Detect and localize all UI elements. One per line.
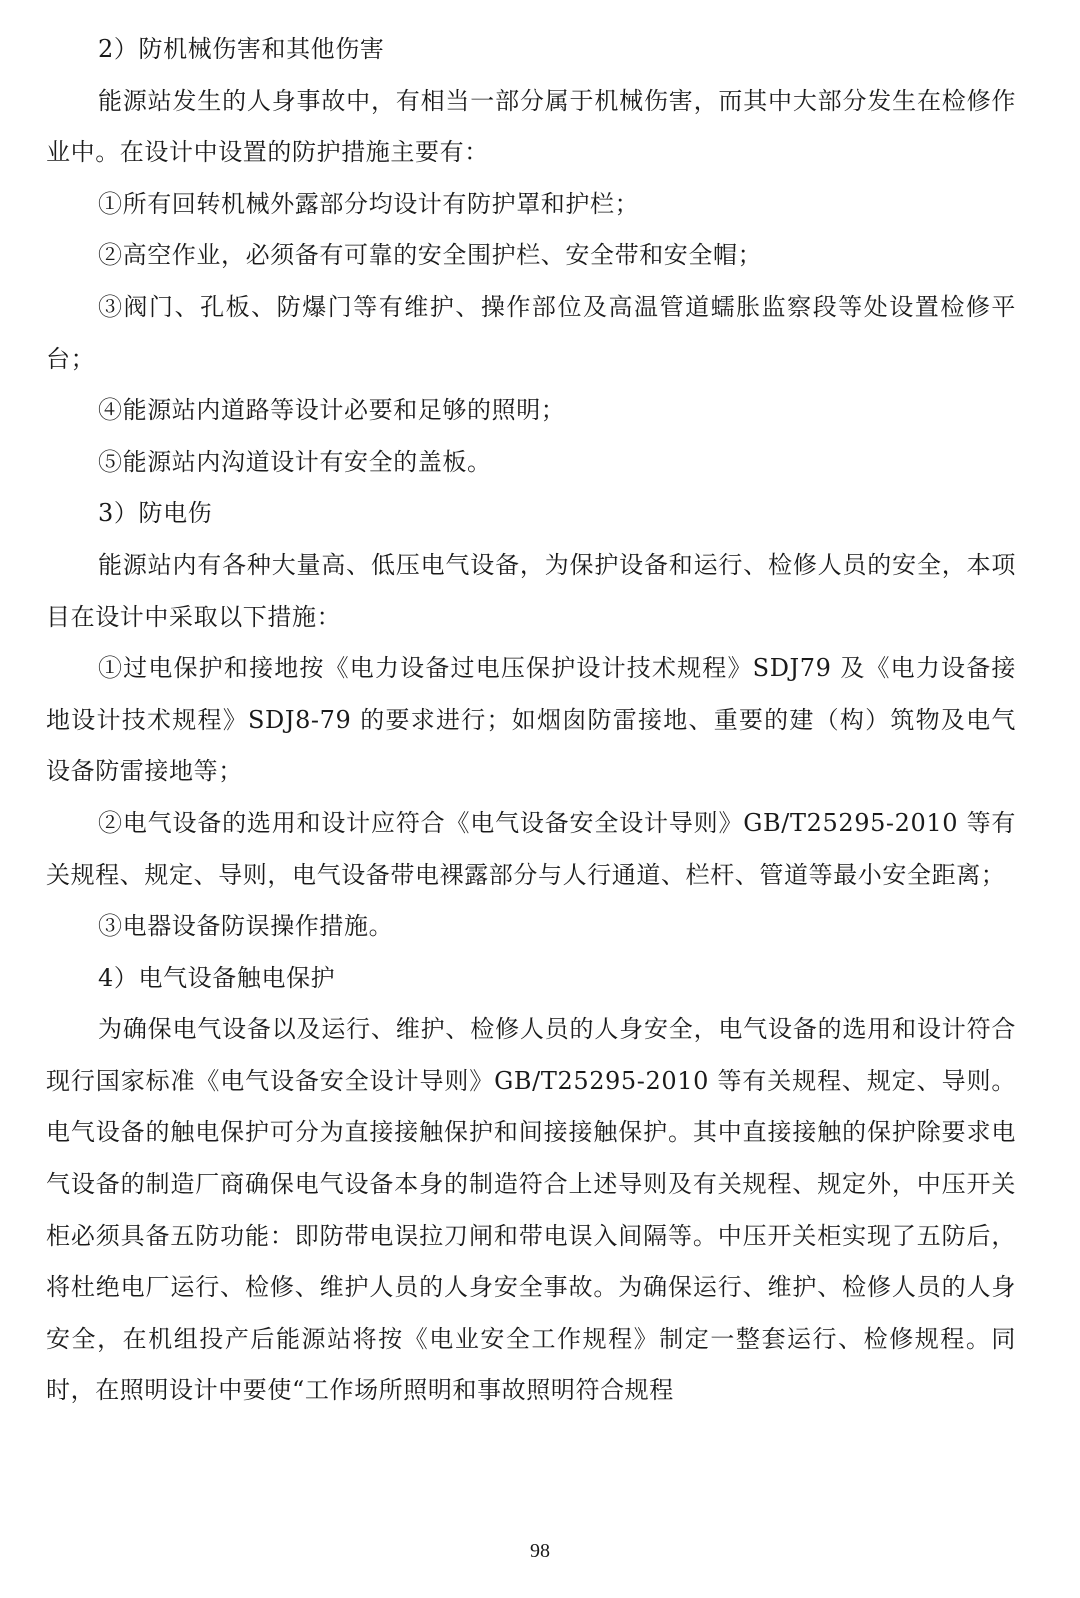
body-text (46, 24, 1016, 1417)
list-item-high-altitude-work: ②高空作业，必须备有可靠的安全围护栏、安全带和安全帽； (98, 241, 763, 270)
paragraph-mechanical-intro: 能源站发生的人身事故中，有相当一部分属于机械伤害，而其中大部分发生在检修作业中。在设计中设置的防护措施主要有： (46, 86, 1016, 167)
list-item-overvoltage-grounding: ①过电保护和接地按《电力设备过电压保护设计技术规程》SDJ79 及《电力设备接地设计技术规程》SDJ8-79 的要求进行；如烟囱防雷接地、重要的建（构）筑物及电气设备防雷接地等； (46, 654, 1016, 786)
list-item-rotating-machinery: ①所有回转机械外露部分均设计有防护罩和护栏； (98, 189, 640, 218)
list-item-misoperation-prevention: ③电器设备防误操作措施。 (98, 912, 394, 941)
paragraph-shock-protection: 为确保电气设备以及运行、维护、检修人员的人身安全，电气设备的选用和设计符合现行国家标准《电气设备安全设计导则》GB/T25295-2010 等有关规程、规定、导则。电气设备的触电保护可分为直接接触保护和间接接触保护。其中直接接触的保护除要求电气设备的制造厂商确保电气设备本身的制造符合上述导则及有关规程、规定外，中压开关柜必须具备五防功能：即防带电误拉刀闸和带电误入间隔等。中压开关柜实现了五防后，将杜绝电厂运行、检修、维护人员的人身安全事故。为确保运行、维护、检修人员的人身安全，在机组投产后能源站将按《电业安全工作规程》制定一整套运行、检修规程。同时，在照明设计中要使“工作场所照明和事故照明符合规程 (46, 1015, 1016, 1405)
list-item-road-lighting: ④能源站内道路等设计必要和足够的照明； (98, 396, 566, 425)
list-item-trench-cover: ⑤能源站内沟道设计有安全的盖板。 (98, 447, 492, 476)
list-item-equipment-selection: ②电气设备的选用和设计应符合《电气设备安全设计导则》GB/T25295-2010 等有关规程、规定、导则，电气设备带电裸露部分与人行通道、栏杆、管道等最小安全距离； (46, 808, 1016, 889)
section-heading-electric-injury: 3）防电伤 (98, 499, 213, 528)
list-item-maintenance-platform: ③阀门、孔板、防爆门等有维护、操作部位及高温管道蠕胀监察段等处设置检修平台； (46, 292, 1016, 373)
paragraph-electric-intro: 能源站内有各种大量高、低压电气设备，为保护设备和运行、检修人员的安全，本项目在设计中采取以下措施： (46, 550, 1016, 631)
section-heading-shock-protection: 4）电气设备触电保护 (98, 963, 336, 992)
page-number: 98 (530, 1540, 550, 1562)
section-heading-mechanical-injury: 2）防机械伤害和其他伤害 (98, 35, 385, 63)
